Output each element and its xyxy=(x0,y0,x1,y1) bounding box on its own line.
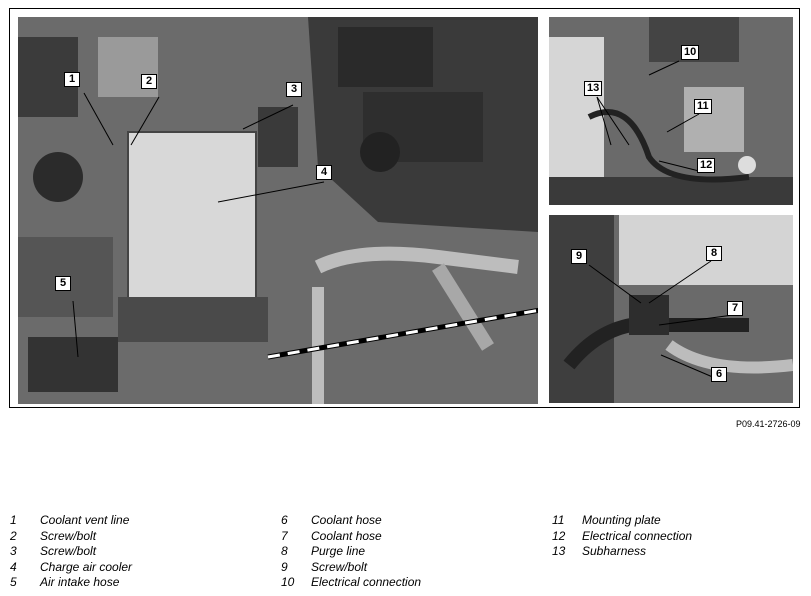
legend-number: 12 xyxy=(552,528,566,543)
legend-label: Electrical connection xyxy=(582,528,693,543)
legend-number: 8 xyxy=(281,544,288,558)
legend-label: Mounting plate xyxy=(582,513,661,527)
callout-7: 7 xyxy=(727,301,743,316)
legend-number: 1 xyxy=(10,513,17,527)
legend-number: 13 xyxy=(552,544,566,558)
legend-number: 11 xyxy=(552,513,565,527)
legend-number: 5 xyxy=(10,575,17,589)
inset-bottom-photo xyxy=(549,215,793,403)
legend-label: Electrical connection xyxy=(311,575,422,589)
callout-11: 11 xyxy=(694,99,712,114)
legend-item xyxy=(10,544,132,560)
legend-column-3 xyxy=(552,513,692,560)
engine-bay-photo xyxy=(18,17,538,404)
callout-8: 8 xyxy=(706,246,722,261)
legend-column-2 xyxy=(281,513,421,591)
legend-label: Charge air cooler xyxy=(40,559,133,574)
legend-item xyxy=(552,529,692,545)
inset-bottom-illustration xyxy=(549,215,793,403)
legend-label: Screw/bolt xyxy=(40,528,97,543)
callout-9: 9 xyxy=(571,249,587,264)
callout-10: 10 xyxy=(681,45,699,60)
legend-item xyxy=(552,513,692,529)
legend-number: 7 xyxy=(281,528,288,543)
legend-label: Air intake hose xyxy=(40,575,120,589)
legend-column-1 xyxy=(10,513,132,591)
legend-label: Subharness xyxy=(582,544,647,558)
figure-frame xyxy=(9,8,800,408)
figure-id: P09.41-2726-09 xyxy=(736,419,801,429)
callout-3: 3 xyxy=(286,82,302,97)
legend-label: Coolant hose xyxy=(311,513,382,527)
inset-top-illustration xyxy=(549,17,793,205)
engine-bay-illustration xyxy=(18,17,538,404)
legend-number: 10 xyxy=(281,575,295,589)
callout-13: 13 xyxy=(584,81,602,96)
legend-number: 9 xyxy=(281,559,288,574)
legend-item xyxy=(10,529,132,545)
legend-item xyxy=(552,544,692,560)
callout-4: 4 xyxy=(316,165,332,180)
legend-number: 3 xyxy=(10,544,17,558)
legend-number: 4 xyxy=(10,559,17,574)
legend-number: 2 xyxy=(10,528,17,543)
legend-number: 6 xyxy=(281,513,288,527)
legend-item xyxy=(281,560,421,576)
legend-item xyxy=(10,560,132,576)
legend-label: Purge line xyxy=(311,544,366,558)
legend-item xyxy=(10,575,132,591)
legend-item xyxy=(281,513,421,529)
callout-12: 12 xyxy=(697,158,715,173)
legend-label: Coolant hose xyxy=(311,528,382,543)
callout-2: 2 xyxy=(141,74,157,89)
legend-item xyxy=(281,544,421,560)
legend-item xyxy=(10,513,132,529)
callout-5: 5 xyxy=(55,276,71,291)
legend-item xyxy=(281,575,421,591)
legend-label: Screw/bolt xyxy=(311,559,368,574)
callout-1: 1 xyxy=(64,72,80,87)
legend-label: Coolant vent line xyxy=(40,513,130,527)
inset-top-photo xyxy=(549,17,793,205)
legend-item xyxy=(281,529,421,545)
legend-label: Screw/bolt xyxy=(40,544,97,558)
callout-6: 6 xyxy=(711,367,727,382)
